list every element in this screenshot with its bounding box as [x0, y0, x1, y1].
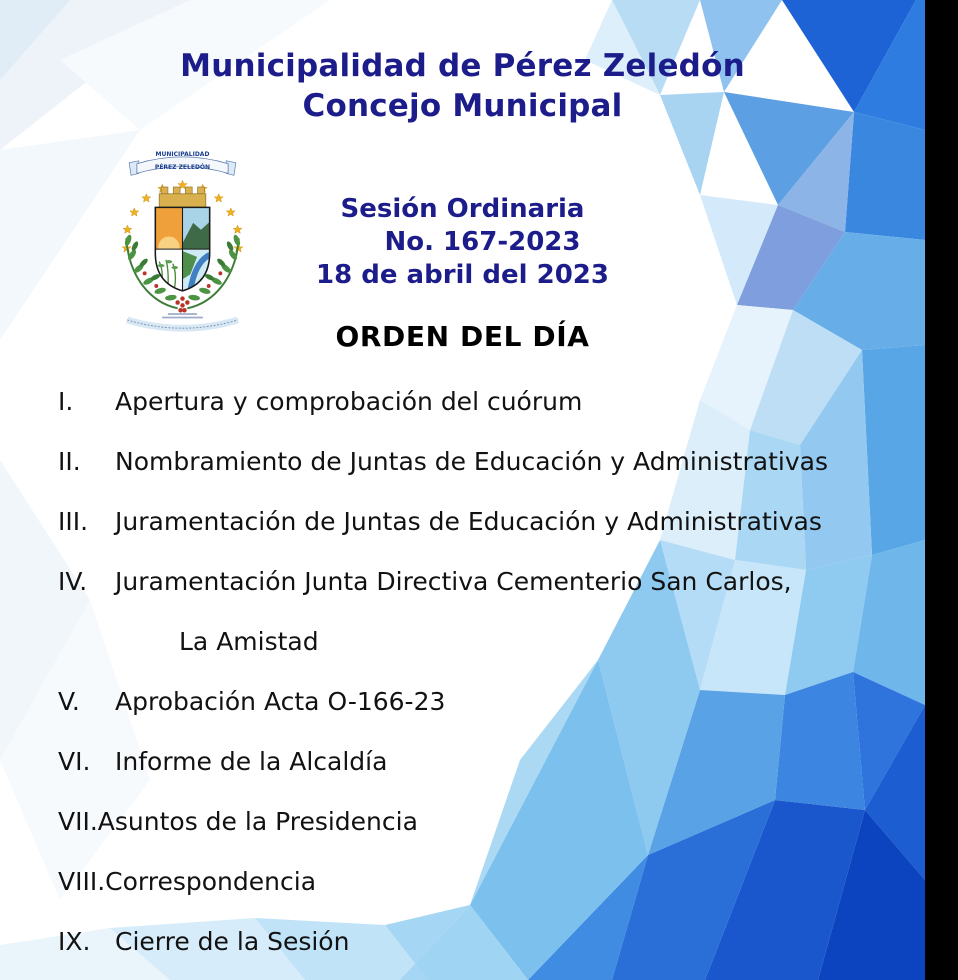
item-numeral: VII.: [58, 807, 98, 836]
item-text: Correspondencia: [105, 867, 317, 896]
agenda-title: ORDEN DEL DÍA: [335, 320, 590, 353]
item-numeral: III.: [58, 507, 89, 536]
item-numeral: I.: [58, 387, 74, 416]
item-text-line2: La Amistad: [179, 627, 319, 656]
agenda-item-iv: [58, 566, 868, 657]
banner-ribbon-icon: [129, 151, 236, 175]
item-text: Nombramiento de Juntas de Educación y Administrativas: [115, 447, 828, 476]
agenda-item-i: [58, 386, 868, 417]
item-numeral: VIII.: [58, 867, 106, 896]
item-numeral: IX.: [58, 927, 91, 956]
item-numeral: VI.: [58, 747, 91, 776]
session-date: 18 de abril del 2023: [316, 260, 609, 290]
title-line-2: Concejo Municipal: [302, 88, 623, 124]
session-number: No. 167-2023: [384, 227, 581, 257]
item-text: Cierre de la Sesión: [115, 927, 350, 956]
item-numeral: V.: [58, 687, 80, 716]
item-text: [115, 566, 868, 657]
document-title: [0, 46, 925, 126]
item-text: Aprobación Acta O-166-23: [115, 687, 446, 716]
agenda-item-iii: [58, 506, 868, 537]
agenda-item-v: [58, 686, 868, 717]
session-type: Sesión Ordinaria: [340, 194, 585, 224]
item-text: Informe de la Alcaldía: [115, 747, 388, 776]
item-text-line1: Juramentación Junta Directiva Cementerio San Carlos,: [115, 567, 792, 596]
agenda-list: [58, 386, 868, 980]
item-text: Apertura y comprobación del cuórum: [115, 387, 583, 416]
agenda-item-ii: [58, 446, 868, 477]
logo-ribbon-text-2: PÉREZ ZELEDÓN: [154, 164, 211, 172]
right-black-edge-strip: [925, 0, 958, 980]
agenda-item-vi: [58, 746, 868, 777]
logo-ribbon-text-1: MUNICIPALIDAD: [155, 150, 210, 158]
item-text: Juramentación de Juntas de Educación y Administrativas: [115, 507, 822, 536]
item-numeral: II.: [58, 447, 81, 476]
item-numeral: IV.: [58, 567, 88, 596]
title-line-1: Municipalidad de Pérez Zeledón: [180, 48, 745, 84]
agenda-item-ix: [58, 926, 868, 957]
agenda-item-vii: [58, 806, 868, 837]
agenda-item-viii: [58, 866, 868, 897]
session-info: [0, 193, 925, 292]
item-text: Asuntos de la Presidencia: [97, 807, 418, 836]
